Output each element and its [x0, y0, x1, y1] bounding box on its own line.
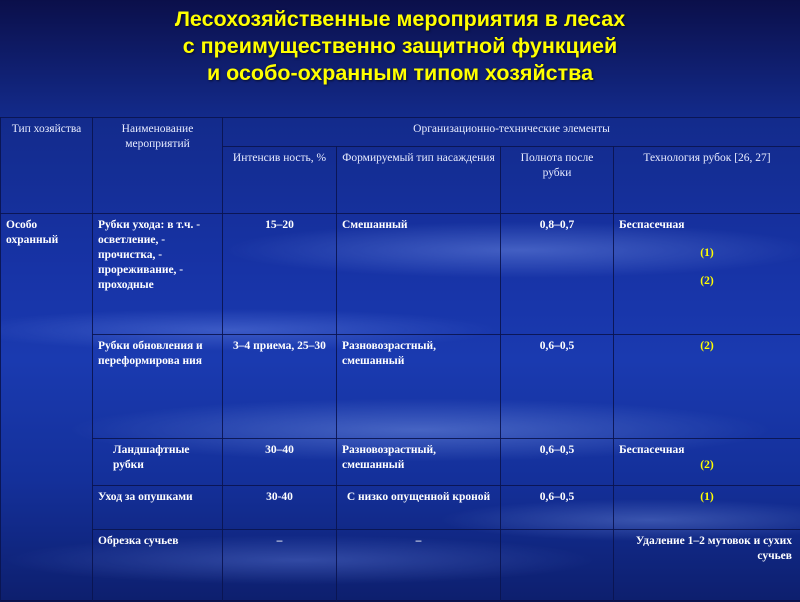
table-row	[1, 439, 800, 486]
measure-name: Уход за опушками	[93, 486, 223, 530]
measure-name: Рубки ухода: в т.ч. - осветление, - прочистка, - прореживание, - проходные	[93, 214, 223, 335]
measure-name: Ландшафтные рубки	[93, 439, 223, 486]
technology-ref: (2)	[619, 274, 795, 289]
intensity-cell: –	[223, 530, 337, 602]
density-cell: 0,6–0,5	[501, 335, 614, 439]
header-type: Тип хозяйства	[1, 118, 93, 214]
table-row	[1, 530, 800, 602]
measure-name: Обрезка сучьев	[93, 530, 223, 602]
stand-cell: Разновозрастный, смешанный	[337, 439, 501, 486]
table-row	[1, 486, 800, 530]
title-line-2: с преимущественно защитной функцией	[0, 33, 800, 60]
technology-text: Удаление 1–2 мутовок и сухих сучьев	[614, 530, 800, 602]
header-stand-type: Формируемый тип насаждения	[337, 147, 501, 214]
header-group: Организационно-технические элементы	[223, 118, 800, 147]
technology-ref: (1)	[619, 246, 795, 261]
table-row	[1, 214, 800, 335]
stand-cell: –	[337, 530, 501, 602]
density-cell: 0,8–0,7	[501, 214, 614, 335]
technology-ref: (1)	[614, 486, 800, 530]
header-row-1	[1, 118, 800, 147]
page-title	[0, 6, 800, 87]
intensity-cell: 15–20	[223, 214, 337, 335]
density-cell: 0,6–0,5	[501, 486, 614, 530]
technology-ref: (2)	[614, 335, 800, 439]
title-line-3: и особо-охранным типом хозяйства	[0, 60, 800, 87]
type-cell: Особо охранный	[1, 214, 93, 602]
measure-name: Рубки обновления и переформирова ния	[93, 335, 223, 439]
header-density: Полнота после рубки	[501, 147, 614, 214]
technology-ref: (2)	[619, 458, 795, 473]
stand-cell: Смешанный	[337, 214, 501, 335]
intensity-cell: 30-40	[223, 486, 337, 530]
measures-table	[0, 117, 800, 602]
intensity-cell: 30–40	[223, 439, 337, 486]
intensity-cell: 3–4 приема, 25–30	[223, 335, 337, 439]
header-name: Наименование мероприятий	[93, 118, 223, 214]
density-cell	[501, 530, 614, 602]
title-line-1: Лесохозяйственные мероприятия в лесах	[0, 6, 800, 33]
technology-text: Беспасечная	[619, 218, 795, 233]
stand-cell: Разновозрастный, смешанный	[337, 335, 501, 439]
technology-cell	[614, 439, 800, 486]
stand-cell: С низко опущенной кроной	[337, 486, 501, 530]
density-cell: 0,6–0,5	[501, 439, 614, 486]
header-intensity: Интенсив ность, %	[223, 147, 337, 214]
header-technology: Технология рубок [26, 27]	[614, 147, 800, 214]
technology-text: Беспасечная	[619, 443, 795, 458]
table-row	[1, 335, 800, 439]
technology-cell	[614, 214, 800, 335]
